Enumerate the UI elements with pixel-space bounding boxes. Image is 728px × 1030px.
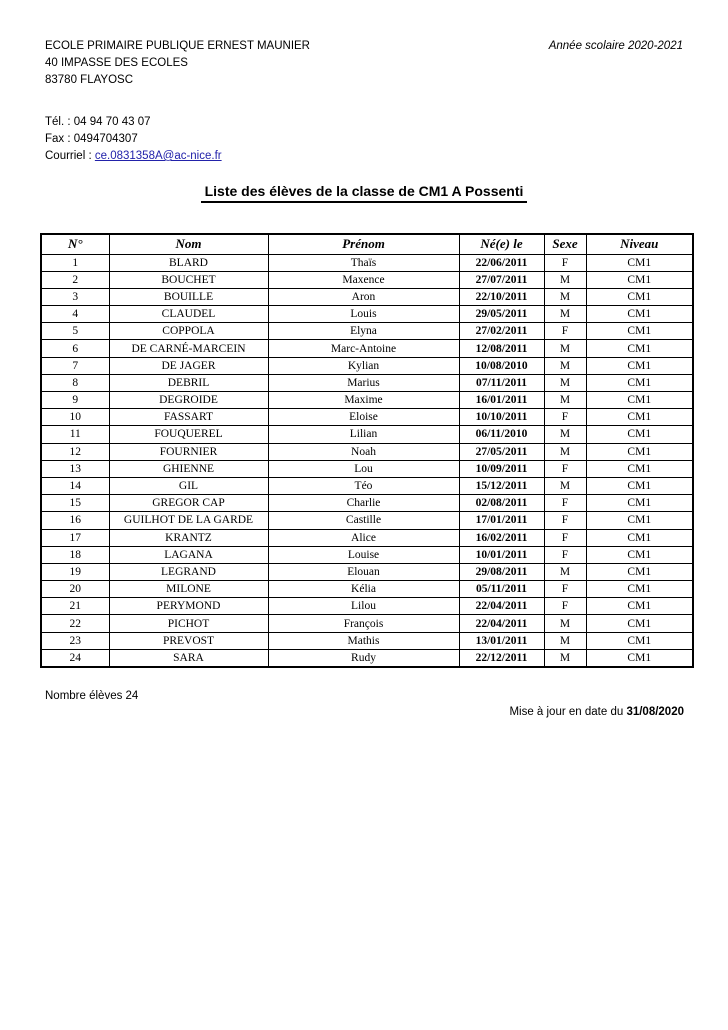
cell-birthdate: 07/11/2011 bbox=[459, 374, 544, 391]
cell-level: CM1 bbox=[586, 581, 693, 598]
cell-number: 12 bbox=[41, 443, 109, 460]
table-row bbox=[41, 409, 693, 426]
table-row bbox=[41, 581, 693, 598]
cell-firstname: Marius bbox=[268, 374, 459, 391]
cell-birthdate: 06/11/2010 bbox=[459, 426, 544, 443]
cell-level: CM1 bbox=[586, 374, 693, 391]
last-updated-date: 31/08/2020 bbox=[626, 706, 684, 718]
cell-level: CM1 bbox=[586, 306, 693, 323]
cell-firstname: Charlie bbox=[268, 495, 459, 512]
cell-birthdate: 22/10/2011 bbox=[459, 288, 544, 305]
cell-level: CM1 bbox=[586, 546, 693, 563]
cell-lastname: PREVOST bbox=[109, 632, 268, 649]
cell-level: CM1 bbox=[586, 340, 693, 357]
fax-line: Fax : 0494704307 bbox=[45, 133, 138, 145]
cell-lastname: DEBRIL bbox=[109, 374, 268, 391]
table-row bbox=[41, 306, 693, 323]
cell-level: CM1 bbox=[586, 460, 693, 477]
cell-number: 20 bbox=[41, 581, 109, 598]
cell-birthdate: 17/01/2011 bbox=[459, 512, 544, 529]
table-row bbox=[41, 323, 693, 340]
cell-lastname: GIL bbox=[109, 477, 268, 494]
cell-number: 17 bbox=[41, 529, 109, 546]
cell-firstname: Louise bbox=[268, 546, 459, 563]
cell-lastname: MILONE bbox=[109, 581, 268, 598]
cell-sex: M bbox=[544, 426, 586, 443]
cell-birthdate: 12/08/2011 bbox=[459, 340, 544, 357]
cell-lastname: PICHOT bbox=[109, 615, 268, 632]
table-row bbox=[41, 615, 693, 632]
cell-sex: M bbox=[544, 340, 586, 357]
cell-sex: M bbox=[544, 563, 586, 580]
cell-sex: M bbox=[544, 357, 586, 374]
cell-birthdate: 16/02/2011 bbox=[459, 529, 544, 546]
table-row bbox=[41, 598, 693, 615]
cell-birthdate: 10/09/2011 bbox=[459, 460, 544, 477]
cell-level: CM1 bbox=[586, 649, 693, 666]
table-row bbox=[41, 426, 693, 443]
cell-birthdate: 29/05/2011 bbox=[459, 306, 544, 323]
cell-sex: M bbox=[544, 374, 586, 391]
cell-firstname: Marc-Antoine bbox=[268, 340, 459, 357]
cell-birthdate: 15/12/2011 bbox=[459, 477, 544, 494]
email-link[interactable]: ce.0831358A@ac-nice.fr bbox=[94, 150, 222, 162]
cell-birthdate: 29/08/2011 bbox=[459, 563, 544, 580]
students-table-body bbox=[41, 254, 693, 667]
last-updated-label bbox=[509, 706, 684, 718]
cell-number: 1 bbox=[41, 254, 109, 271]
cell-lastname: BOUILLE bbox=[109, 288, 268, 305]
cell-number: 5 bbox=[41, 323, 109, 340]
cell-level: CM1 bbox=[586, 443, 693, 460]
cell-firstname: Lilian bbox=[268, 426, 459, 443]
cell-sex: F bbox=[544, 323, 586, 340]
cell-sex: M bbox=[544, 443, 586, 460]
cell-sex: M bbox=[544, 632, 586, 649]
cell-number: 9 bbox=[41, 392, 109, 409]
cell-birthdate: 22/04/2011 bbox=[459, 598, 544, 615]
cell-number: 10 bbox=[41, 409, 109, 426]
cell-lastname: GHIENNE bbox=[109, 460, 268, 477]
cell-sex: F bbox=[544, 581, 586, 598]
last-updated-prefix: Mise à jour en date du bbox=[509, 706, 627, 718]
cell-lastname: FOURNIER bbox=[109, 443, 268, 460]
school-address-block bbox=[45, 38, 310, 89]
cell-firstname: Maxime bbox=[268, 392, 459, 409]
column-header-number: N° bbox=[41, 234, 109, 254]
cell-lastname: DE CARNÉ-MARCEIN bbox=[109, 340, 268, 357]
cell-firstname: Téo bbox=[268, 477, 459, 494]
cell-lastname: PERYMOND bbox=[109, 598, 268, 615]
cell-level: CM1 bbox=[586, 271, 693, 288]
cell-level: CM1 bbox=[586, 495, 693, 512]
cell-sex: F bbox=[544, 598, 586, 615]
column-header-birthdate: Né(e) le bbox=[459, 234, 544, 254]
cell-sex: F bbox=[544, 495, 586, 512]
cell-firstname: Lilou bbox=[268, 598, 459, 615]
table-row bbox=[41, 477, 693, 494]
table-header-row bbox=[41, 234, 693, 254]
cell-birthdate: 16/01/2011 bbox=[459, 392, 544, 409]
table-row bbox=[41, 546, 693, 563]
cell-lastname: LEGRAND bbox=[109, 563, 268, 580]
cell-level: CM1 bbox=[586, 392, 693, 409]
cell-lastname: BOUCHET bbox=[109, 271, 268, 288]
cell-number: 3 bbox=[41, 288, 109, 305]
cell-birthdate: 10/08/2010 bbox=[459, 357, 544, 374]
table-row bbox=[41, 340, 693, 357]
cell-level: CM1 bbox=[586, 632, 693, 649]
table-row bbox=[41, 529, 693, 546]
cell-lastname: FASSART bbox=[109, 409, 268, 426]
school-address-line1: 40 IMPASSE DES ECOLES bbox=[45, 57, 188, 69]
table-row bbox=[41, 374, 693, 391]
cell-sex: M bbox=[544, 477, 586, 494]
table-row bbox=[41, 512, 693, 529]
cell-sex: M bbox=[544, 392, 586, 409]
table-row bbox=[41, 632, 693, 649]
school-address-line2: 83780 FLAYOSC bbox=[45, 74, 134, 86]
cell-number: 24 bbox=[41, 649, 109, 666]
cell-sex: F bbox=[544, 529, 586, 546]
students-table bbox=[40, 233, 694, 668]
cell-number: 21 bbox=[41, 598, 109, 615]
cell-number: 14 bbox=[41, 477, 109, 494]
email-line bbox=[45, 148, 222, 165]
cell-sex: M bbox=[544, 615, 586, 632]
cell-level: CM1 bbox=[586, 615, 693, 632]
contact-block bbox=[45, 114, 222, 165]
cell-number: 6 bbox=[41, 340, 109, 357]
column-header-firstname: Prénom bbox=[268, 234, 459, 254]
cell-lastname: DEGROIDE bbox=[109, 392, 268, 409]
cell-level: CM1 bbox=[586, 323, 693, 340]
cell-lastname: GREGOR CAP bbox=[109, 495, 268, 512]
cell-sex: M bbox=[544, 306, 586, 323]
page-title: Liste des élèves de la classe de CM1 A Possenti bbox=[0, 183, 728, 203]
cell-firstname: Aron bbox=[268, 288, 459, 305]
cell-firstname: Noah bbox=[268, 443, 459, 460]
cell-number: 18 bbox=[41, 546, 109, 563]
cell-firstname: Elyna bbox=[268, 323, 459, 340]
cell-level: CM1 bbox=[586, 254, 693, 271]
cell-number: 2 bbox=[41, 271, 109, 288]
cell-firstname: François bbox=[268, 615, 459, 632]
cell-birthdate: 10/01/2011 bbox=[459, 546, 544, 563]
school-name: ECOLE PRIMAIRE PUBLIQUE ERNEST MAUNIER bbox=[45, 40, 310, 52]
table-row bbox=[41, 392, 693, 409]
cell-firstname: Elouan bbox=[268, 563, 459, 580]
cell-number: 23 bbox=[41, 632, 109, 649]
cell-sex: M bbox=[544, 649, 586, 666]
cell-firstname: Eloise bbox=[268, 409, 459, 426]
cell-firstname: Thaïs bbox=[268, 254, 459, 271]
cell-level: CM1 bbox=[586, 529, 693, 546]
cell-sex: F bbox=[544, 460, 586, 477]
table-row bbox=[41, 495, 693, 512]
cell-birthdate: 27/02/2011 bbox=[459, 323, 544, 340]
cell-number: 13 bbox=[41, 460, 109, 477]
phone-line: Tél. : 04 94 70 43 07 bbox=[45, 116, 151, 128]
cell-firstname: Kélia bbox=[268, 581, 459, 598]
column-header-lastname: Nom bbox=[109, 234, 268, 254]
table-row bbox=[41, 271, 693, 288]
cell-lastname: SARA bbox=[109, 649, 268, 666]
cell-firstname: Maxence bbox=[268, 271, 459, 288]
column-header-sex: Sexe bbox=[544, 234, 586, 254]
table-row bbox=[41, 357, 693, 374]
cell-birthdate: 05/11/2011 bbox=[459, 581, 544, 598]
table-row bbox=[41, 563, 693, 580]
table-row bbox=[41, 254, 693, 271]
cell-birthdate: 27/07/2011 bbox=[459, 271, 544, 288]
table-row bbox=[41, 649, 693, 666]
cell-birthdate: 27/05/2011 bbox=[459, 443, 544, 460]
cell-level: CM1 bbox=[586, 426, 693, 443]
cell-firstname: Alice bbox=[268, 529, 459, 546]
cell-lastname: FOUQUEREL bbox=[109, 426, 268, 443]
cell-firstname: Mathis bbox=[268, 632, 459, 649]
cell-number: 15 bbox=[41, 495, 109, 512]
cell-lastname: CLAUDEL bbox=[109, 306, 268, 323]
cell-level: CM1 bbox=[586, 598, 693, 615]
cell-lastname: KRANTZ bbox=[109, 529, 268, 546]
cell-sex: F bbox=[544, 409, 586, 426]
cell-sex: F bbox=[544, 512, 586, 529]
cell-birthdate: 22/12/2011 bbox=[459, 649, 544, 666]
cell-birthdate: 22/06/2011 bbox=[459, 254, 544, 271]
cell-level: CM1 bbox=[586, 409, 693, 426]
cell-firstname: Lou bbox=[268, 460, 459, 477]
school-year-label: Année scolaire 2020-2021 bbox=[548, 40, 683, 52]
cell-sex: F bbox=[544, 254, 586, 271]
table-row bbox=[41, 288, 693, 305]
cell-sex: F bbox=[544, 546, 586, 563]
cell-firstname: Louis bbox=[268, 306, 459, 323]
cell-number: 22 bbox=[41, 615, 109, 632]
cell-level: CM1 bbox=[586, 477, 693, 494]
cell-firstname: Rudy bbox=[268, 649, 459, 666]
cell-lastname: BLARD bbox=[109, 254, 268, 271]
student-count-label: Nombre élèves 24 bbox=[45, 690, 139, 702]
cell-birthdate: 13/01/2011 bbox=[459, 632, 544, 649]
cell-birthdate: 22/04/2011 bbox=[459, 615, 544, 632]
cell-birthdate: 02/08/2011 bbox=[459, 495, 544, 512]
table-row bbox=[41, 443, 693, 460]
cell-lastname: GUILHOT DE LA GARDE bbox=[109, 512, 268, 529]
cell-lastname: COPPOLA bbox=[109, 323, 268, 340]
cell-sex: M bbox=[544, 271, 586, 288]
cell-number: 4 bbox=[41, 306, 109, 323]
cell-level: CM1 bbox=[586, 512, 693, 529]
cell-level: CM1 bbox=[586, 563, 693, 580]
cell-firstname: Kylian bbox=[268, 357, 459, 374]
cell-birthdate: 10/10/2011 bbox=[459, 409, 544, 426]
cell-number: 16 bbox=[41, 512, 109, 529]
cell-lastname: LAGANA bbox=[109, 546, 268, 563]
cell-firstname: Castille bbox=[268, 512, 459, 529]
cell-level: CM1 bbox=[586, 357, 693, 374]
cell-number: 7 bbox=[41, 357, 109, 374]
table-row bbox=[41, 460, 693, 477]
column-header-level: Niveau bbox=[586, 234, 693, 254]
cell-number: 19 bbox=[41, 563, 109, 580]
cell-number: 11 bbox=[41, 426, 109, 443]
cell-sex: M bbox=[544, 288, 586, 305]
cell-number: 8 bbox=[41, 374, 109, 391]
email-label: Courriel : bbox=[45, 150, 95, 162]
cell-level: CM1 bbox=[586, 288, 693, 305]
cell-lastname: DE JAGER bbox=[109, 357, 268, 374]
